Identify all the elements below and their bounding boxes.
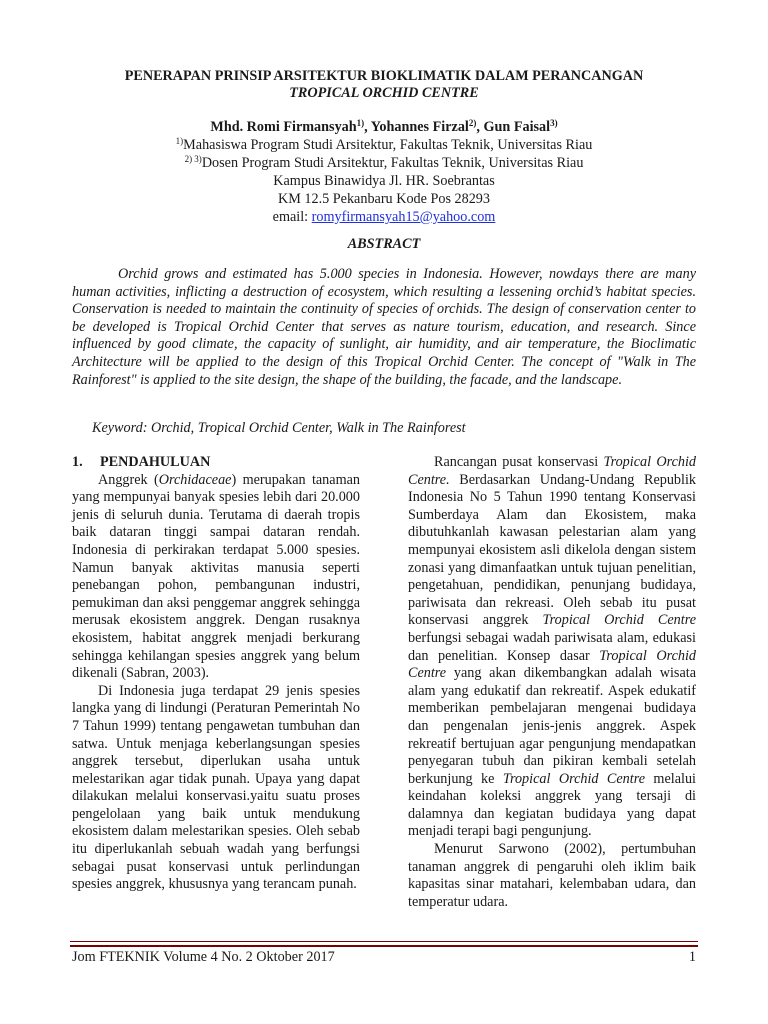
affiliation-2-text: Dosen Program Studi Arsitektur, Fakultas Teknik, Universitas Riau [201, 155, 584, 171]
author-names: Mhd. Romi Firmansyah$^{1)}$, Yohannes Firzal$^{2)}$, Gun Faisal$^{3)}$ [210, 118, 558, 135]
footer-rule-thick [70, 945, 698, 947]
affiliation-2 [60, 154, 708, 172]
paragraph-1 [72, 472, 360, 683]
p3-italic-b: Tropical Orchid Centre. [408, 454, 696, 488]
p3-italic-d: Tropical Orchid Centre [542, 612, 696, 629]
section-heading [72, 454, 360, 472]
paragraph-4: Menurut Sarwono (2002), pertumbuhan tanaman anggrek di pengaruhi oleh iklim baik kapasitas sinar matahari, kelembaban udara, dan temperatur udara. [408, 841, 696, 910]
affiliation-1-mark: 1) [175, 136, 184, 146]
author-1-mark: 1) [356, 118, 365, 128]
section-number: 1. [72, 454, 83, 470]
page-number: 1 [688, 949, 696, 965]
keywords-line: Keyword: Orchid, Tropical Orchid Center, Walk in The Rainforest [92, 420, 466, 436]
address-line: KM 12.5 Pekanbaru Kode Pos 28293 [277, 191, 490, 207]
abstract-text [72, 266, 696, 389]
abstract-body: Orchid grows and estimated has 5.000 species in Indonesia. However, nowdays there are many human activities, inflicting a destruction of ecosystem, which resulting a lessening orchid’s habitat species. Conservation is needed to maintain the continuity of species of orchids. The design of conservation center to be developed is Tropical Orchid Center that serves as nature tourism, education, and research. Since influenced by good climate, the capacity of sunlight, air humidity, and air temperature, the Bioclimatic Architecture will be applied to the design of this Tropical Orchid Center. The concept of "Walk in The Rainforest" is applied to the site design, the shape of the building, the facade, and the landscape. [72, 266, 696, 388]
left-column [72, 454, 360, 894]
p1-text-a: Anggrek ( [98, 471, 159, 488]
paragraph-3 [408, 454, 696, 841]
p3-text-a: Rancangan pusat konservasi [434, 454, 604, 470]
title-line-1: PENERAPAN PRINSIP ARSITEKTUR BIOKLIMATIK DALAM PERANCANGAN [124, 68, 644, 84]
title-line-2: TROPICAL ORCHID CENTRE [289, 85, 479, 101]
email-line [60, 208, 708, 226]
p3-text-e: berfungsi sebagai wadah pariwisata alam, edukasi dan penelitian. Konsep dasar [408, 629, 696, 664]
footer-journal: Jom FTEKNIK Volume 4 No. 2 Oktober 2017 [72, 949, 335, 965]
affiliation-1-text: Mahasiswa Program Studi Arsitektur, Fakultas Teknik, Universitas Riau [183, 137, 593, 153]
affiliation-2-mark: 2) 3) [184, 154, 202, 164]
p3-text-c: Berdasarkan Undang-Undang Republik Indonesia No 5 Tahun 1990 tentang Konservasi Sumberdaya Alam dan Ekosistem, maka dibutuhkanlah kawasan pelestarian alam yang mempunyai ekosistem asli dikelola dengan sistem zonasi yang dimanfaatkan untuk tujuan penelitian, pengetahuan, pendidikan, penunjang budidaya, pariwisata dan rekreasi. Oleh sebab itu pusat konservasi anggrek [408, 471, 696, 629]
p3-text-g: yang akan dikembangkan adalah wisata alam yang edukatif dan rekreatif. Aspek edukatif memberikan pembelajaran mengenai budidaya dan pengenalan jenis-jenis anggrek. Aspek rekreatif bertujuan agar pengunjung mendapatkan penyegaran tubuh dan pikiran kembali setelah berkunjung ke [408, 665, 696, 787]
affiliation-1 [60, 136, 708, 154]
paper-title [60, 68, 708, 102]
author-3: Gun Faisal [483, 119, 551, 135]
email-link[interactable]: romyfirmansyah15@yahoo.com [311, 209, 496, 225]
p3-italic-f: Tropical Orchid Centre [408, 647, 696, 682]
campus-line: Kampus Binawidya Jl. HR. Soebrantas [273, 173, 495, 189]
email-label: email: [272, 209, 312, 225]
p1-italic: Orchidaceae [158, 471, 232, 488]
paragraph-2: Di Indonesia juga terdapat 29 jenis spesies langka yang di lindungi (Peraturan Pemerintah No 7 Tahun 1999) tentang pengawetan tumbuhan dan satwa. Untuk menjaga keberlangsungan spesies anggrek tersebut, diperlukan usaha untuk melestarikan agar tidak punah. Upaya yang dapat dilakukan melalui konservasi.yaitu suatu proses pengelolaan yang baik untuk mendukung ekosistem dalam melestarikan spesies. Oleh sebab itu diperlukanlah sebuah wadah yang berfungsi sebagai pusat konservasi untuk perlindungan spesies anggrek, khususnya yang terancam punah. [72, 682, 360, 893]
p1-text-c: ) merupakan tanaman yang mempunyai banyak spesies lebih dari 20.000 jenis di seluruh dunia. Terutama di daerah tropis baik dataran tinggi sampai dataran rendah. Indonesia di perkirakan terdapat 5.000 spesies. Namun banyak aktivitas manusia seperti penebangan pohon, pembangunan industri, pemukiman dan aksi penggemar anggrek sehingga merusak ekosistem anggrek. Dengan rusaknya ekosistem, habitat anggrek menjadi berkurang sehingga kehilangan spesies anggrek yang belum dikenali (Sabran, 2003). [72, 471, 360, 682]
author-3-mark: 3) [550, 118, 558, 128]
author-1: Mhd. Romi Firmansyah [210, 119, 357, 135]
p3-italic-h: Tropical Orchid Centre [502, 770, 646, 787]
author-2-mark: 2) [468, 118, 477, 128]
abstract-heading: ABSTRACT [347, 236, 421, 252]
author-2: Yohannes Firzal [370, 119, 469, 135]
footer-rule-thin [70, 941, 698, 942]
section-title: PENDAHULUAN [100, 454, 211, 470]
p3-text-i: melalui keindahan koleksi anggrek yang tersaji di dalamnya dan kegiatan budidaya yang dapat menjadi terapi bagi pengunjung. [408, 770, 696, 840]
author-block [60, 118, 708, 226]
right-column [408, 454, 696, 911]
